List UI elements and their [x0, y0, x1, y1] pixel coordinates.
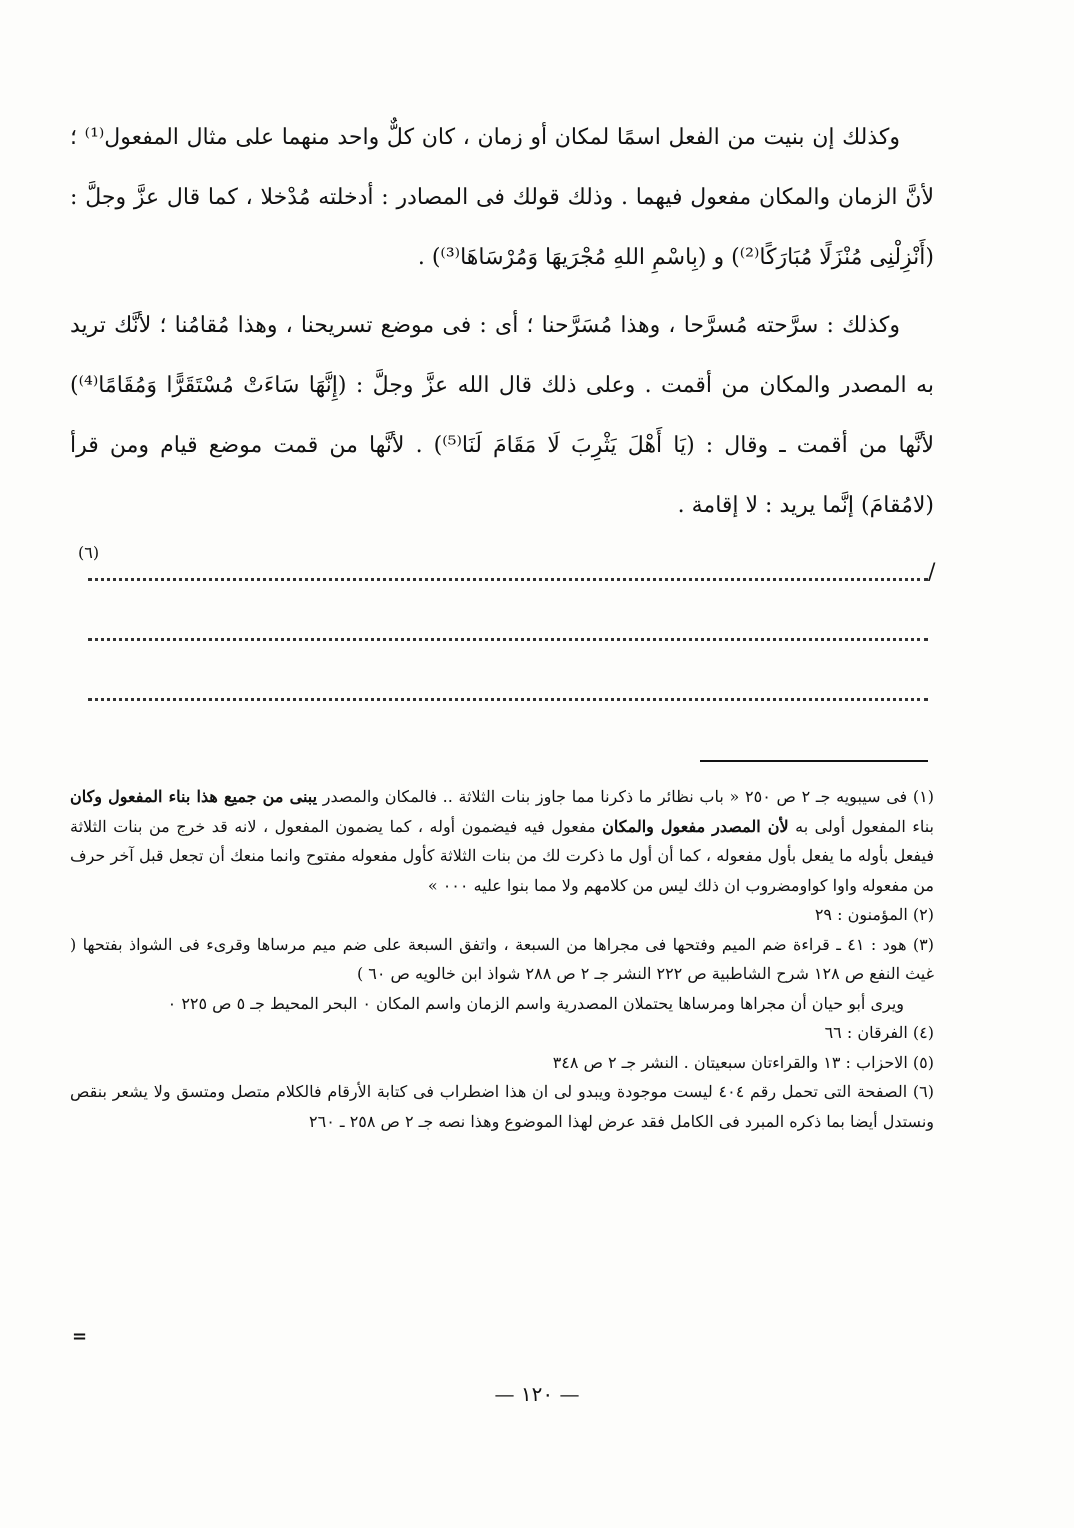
footnote-6: (٦) الصفحة التى تحمل رقم ٤٠٤ ليست موجودة ويبدو لى ان هذا اضطراب فى كتابة الأرقام فالكلام متصل ومتسق ولا يشعر بنقص ونستدل أيضا بما ذكره المبرد فى الكامل فقد عرض لهذا الموضوع وهذا نصه جـ ٢ ص ٢٥٨ ـ ٢٦٠: [70, 1082, 934, 1131]
footnote-3-continuation: ويرى أبو حيان أن مجراها ومرساها يحتملان المصدرية واسم الزمان واسم المكان ٠ البحر المحيط جـ ٥ ص ٢٢٥ ٠: [167, 993, 904, 1013]
main-text: [70, 108, 934, 536]
footnote-1: [70, 782, 934, 900]
missing-text-marker: (٦): [78, 543, 100, 562]
missing-text-slash: /: [928, 560, 936, 585]
main-paragraph-2: وكذلك : سرَّحته مُسرَّحا ، وهذا مُسَرَّحنا ؛ أى : فى موضع تسريحنا ، وهذا مُقامُنا ؛ لأنَّك تريد به المصدر والمكان من أقمت . وعلى ذلك قال الله عزَّ وجلَّ : (إِنَّهَا سَاءَتْ مُسْتَقَرًّا وَمُقَامًا⁽⁴⁾) لأنَّها من أقمت ـ وقال : (يَا أَهْلَ يَثْرِبَ لَا مَقَامَ لَنَا⁽⁵⁾) . لأنَّها من قمت موضع قيام ومن قرأ (لامُقامَ) إنَّما يريد : لا إقامة .: [70, 313, 934, 518]
dotted-line-2: [88, 612, 928, 641]
footnote-1-part-a: (١) فى سيبويه جـ ٢ ص ٢٥٠ « باب نظائر ما ذكرنا مما جاوز بنات الثلاثة .. فالمكان والمصدر: [322, 787, 935, 806]
footnote-1-part-d: لأن المصدر مفعول والمكان: [602, 816, 789, 836]
footnote-1-part-b: يبنى من جميع هذا بناء المفعول وكان: [70, 787, 318, 806]
footnotes: [70, 782, 934, 1136]
margin-mark: =: [72, 1326, 88, 1347]
footnote-4: (٤) الفرقان : ٦٦: [824, 1023, 934, 1042]
footnote-2: (٢) المؤمنون : ٢٩: [814, 905, 934, 924]
footnote-1-part-e: مفعول فيه فيضمون أوله ، كما يضمون المفعول ، لانه قد خرج من بنات الثلاثة فيفعل بأوله ما يفعل بأول مفعوله ، كما أن أول ما ذكرت لك من بنات الثلاثة كأول مفعوله مفتوح وانما منعك أن تجعل قبل آخر حرف من مفعوله واوا كواومضروب ان ذلك ليس من كلامهم ولا مما بنوا عليه ٠٠٠ »: [70, 816, 934, 895]
footnote-3: (٣) هود : ٤١ ـ قراءة ضم الميم وفتحها فى مجراها من السبعة ، واتفق السبعة على ضم ميم مرساها وقرىء فى الشواذ بفتحها ( غيث النفع ص ١٢٨ شرح الشاطبية ص ٢٢٢ النشر جـ ٢ ص ٢٨٨ شواذ ابن خالويه ص ٦٠ ): [70, 934, 935, 983]
page-number: — ١٢٠ —: [494, 1382, 580, 1406]
dotted-line-1: [88, 552, 928, 581]
main-paragraph-1: وكذلك إن بنيت من الفعل اسمًا لمكان أو زمان ، كان كلٌّ واحد منهما على مثال المفعول⁽¹⁾ ؛ لأنَّ الزمان والمكان مفعول فيهما . وذلك قولك فى المصادر : أدخلته مُدْخلا ، كما قال عزَّ وجلَّ : (أَنْزِلْنِى مُنْزَلًا مُبَارَكًا⁽²⁾) و (بِاسْمِ اللهِ مُجْرَيهَا وَمُرْسَاهَا⁽³⁾) .: [70, 125, 934, 270]
footnote-1-part-c: بناء المفعول أولى به: [795, 816, 935, 836]
footnote-separator: [700, 760, 928, 762]
footnote-5: (٥) الاحزاب : ١٣ والقراءتان سبعيتان . النشر جـ ٢ ص ٣٤٨: [552, 1052, 934, 1072]
dotted-line-3: [88, 672, 928, 701]
